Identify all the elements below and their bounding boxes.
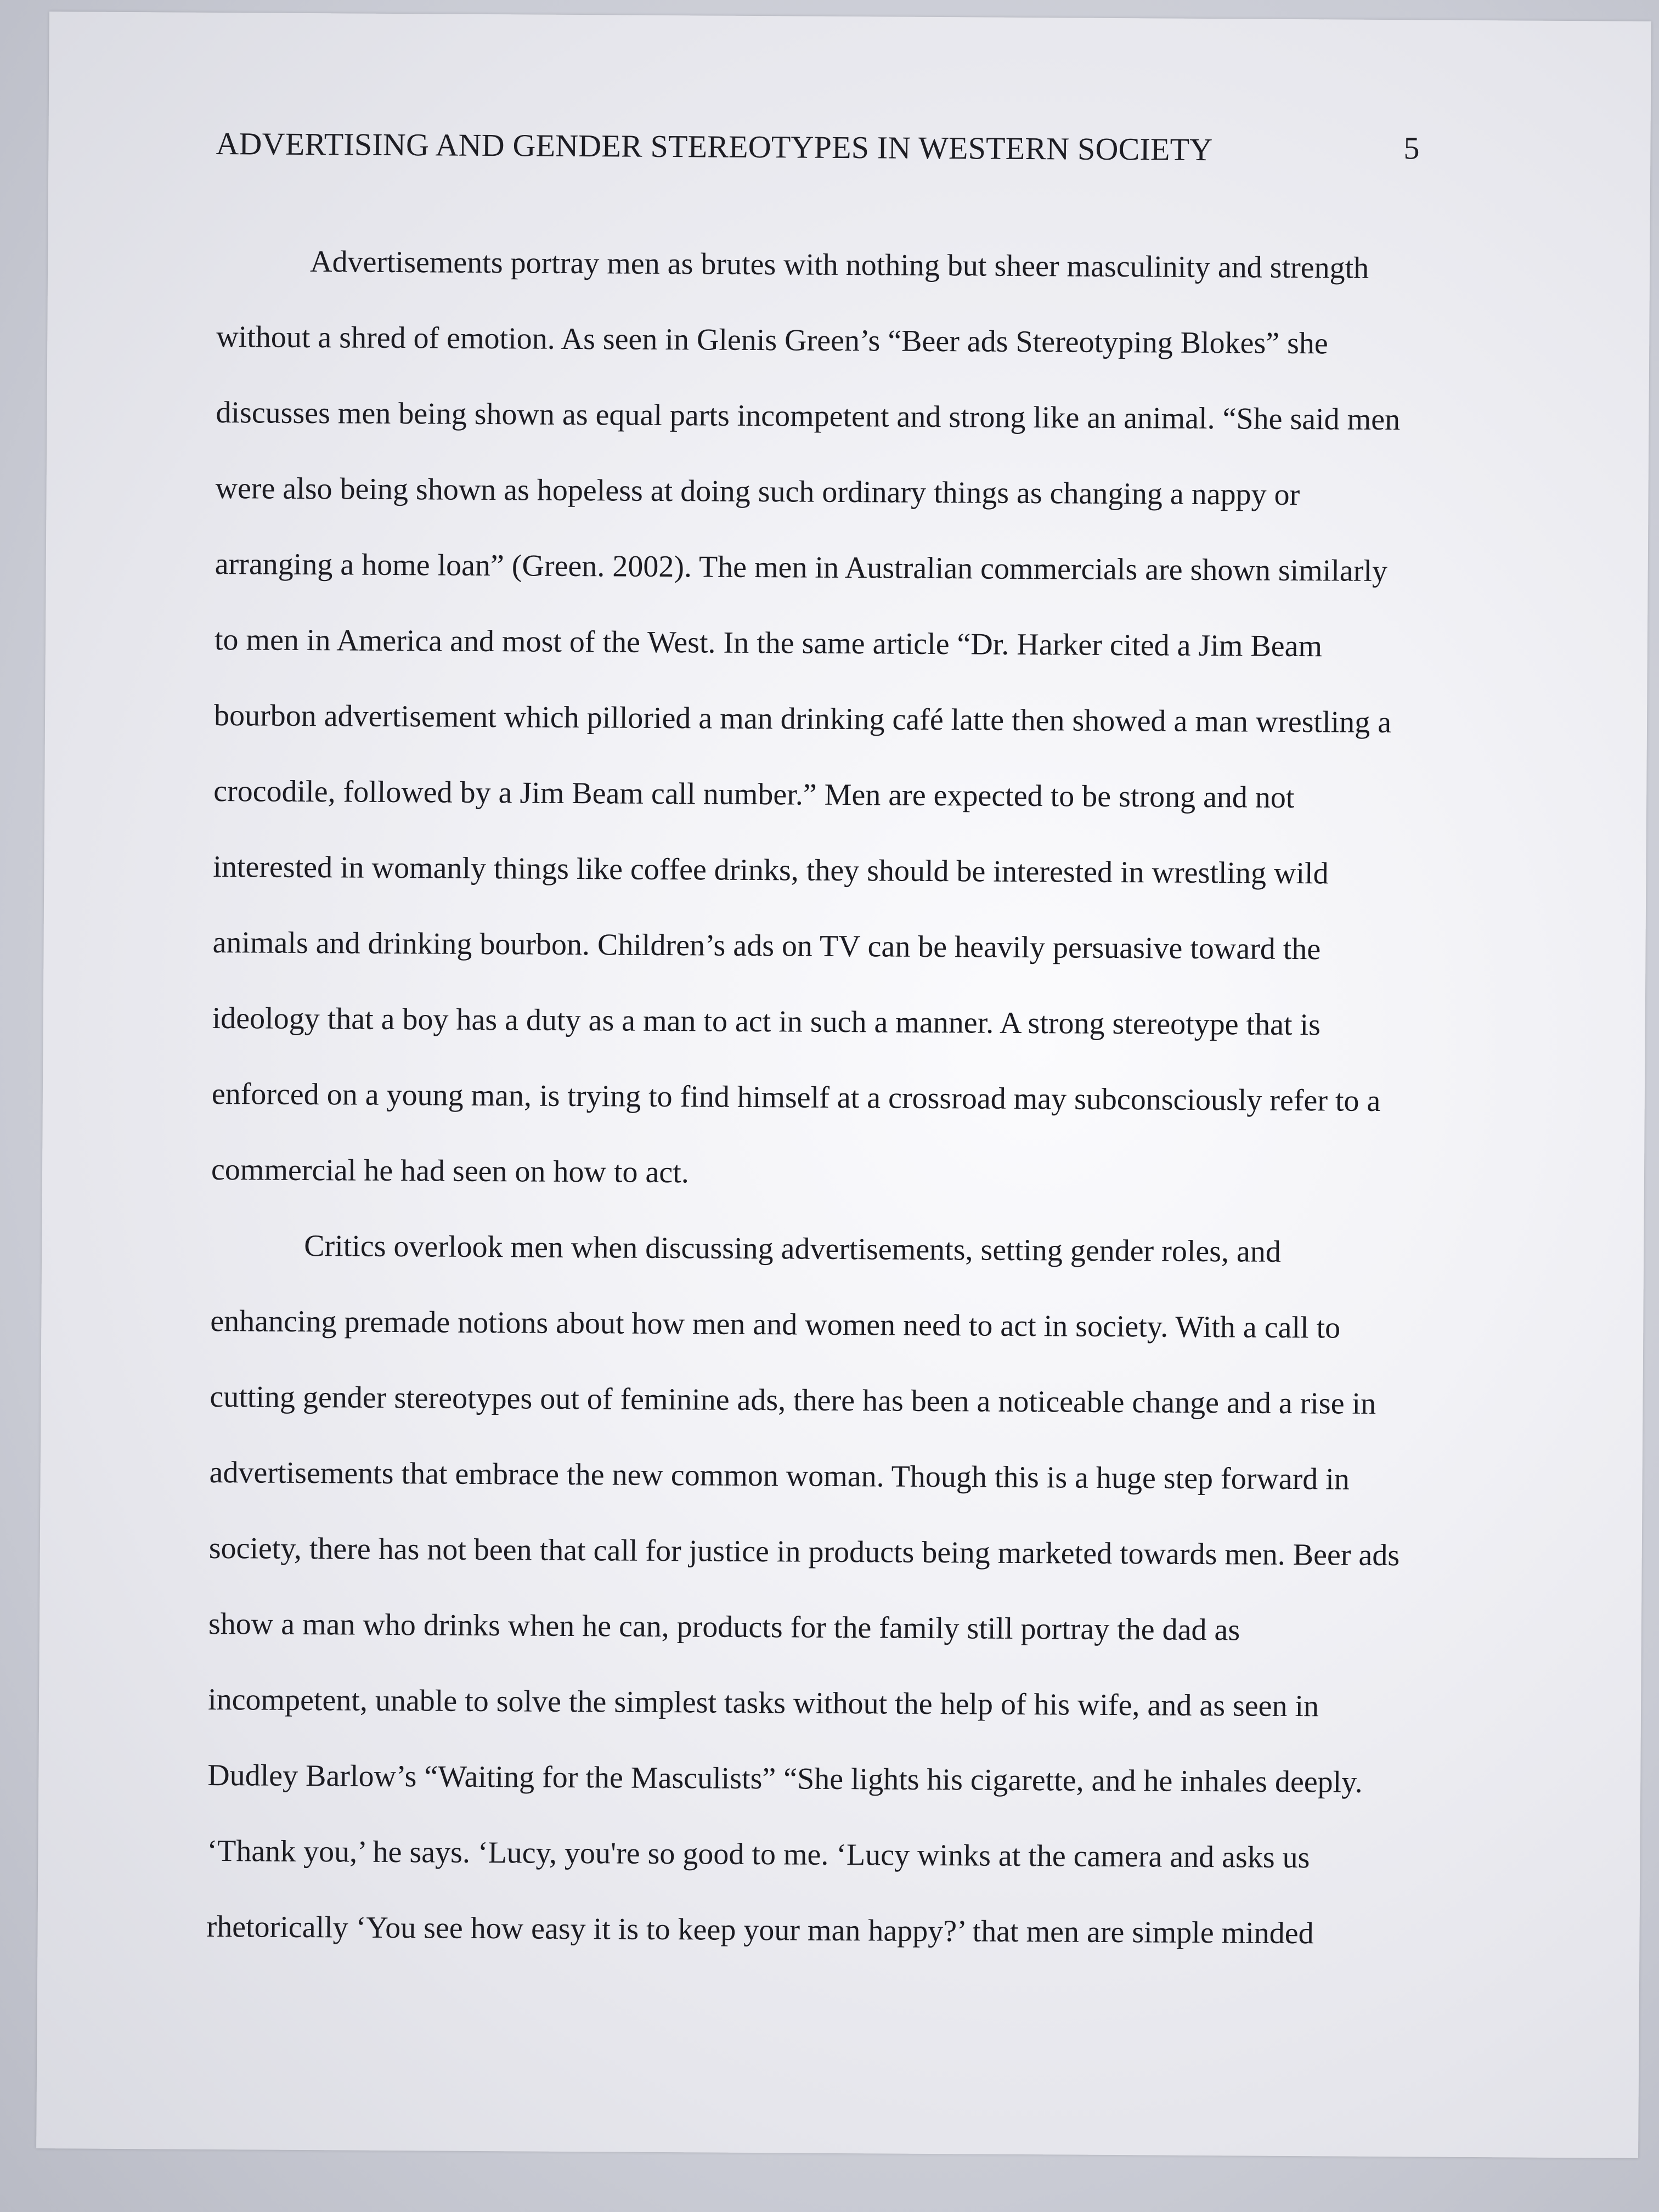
paragraph-2-line-8: Dudley Barlow’s “Waiting for the Masculists” “She lights his cigarette, and he inhales deeply. — [207, 1758, 1363, 1799]
paragraph-1-line-1: Advertisements portray men as brutes with nothing but sheer masculinity and strength — [309, 245, 1369, 285]
paragraph-2-line-7: incompetent, unable to solve the simplest tasks without the help of his wife, and as seen in — [207, 1682, 1319, 1724]
paragraph-1-line-12: enforced on a young man, is trying to find himself at a crossroad may subconsciously refer to a — [211, 1076, 1381, 1118]
paragraph-1-line-3: discusses men being shown as equal parts incompetent and strong like an animal. “She said men — [216, 395, 1401, 437]
paragraph-2-line-5: society, there has not been that call for justice in products being marketed towards men. Beer ads — [208, 1531, 1400, 1573]
paragraph-2-line-9: ‘Thank you,’ he says. ‘Lucy, you're so good to me. ‘Lucy winks at the camera and asks us — [207, 1833, 1310, 1875]
paragraph-1-line-13: commercial he had seen on how to act. — [211, 1152, 690, 1190]
paragraph-2-line-4: advertisements that embrace the new common woman. Though this is a huge step forward in — [209, 1455, 1350, 1497]
paragraph-1-line-2: without a shred of emotion. As seen in Glenis Green’s “Beer ads Stereotyping Blokes” she — [216, 319, 1328, 361]
paragraph-2-line-3: cutting gender stereotypes out of feminine ads, there has been a noticeable change and a rise in — [210, 1379, 1376, 1421]
paragraph-1-line-7: bourbon advertisement which pilloried a man drinking café latte then showed a man wrestling a — [213, 698, 1392, 740]
paragraph-1-line-5: arranging a home loan” (Green. 2002). The men in Australian commercials are shown similarly — [215, 546, 1388, 589]
paragraph-2-line-10: rhetorically ‘You see how easy it is to keep your man happy?’ that men are simple minded — [206, 1909, 1314, 1951]
paragraph-1-line-9: interested in womanly things like coffee drinks, they should be interested in wrestling wild — [213, 849, 1329, 891]
paragraph-2-line-2: enhancing premade notions about how men and women need to act in society. With a call to — [210, 1304, 1341, 1345]
paragraph-2-line-1: Critics overlook men when discussing advertisements, setting gender roles, and — [303, 1228, 1282, 1269]
paragraph-1-line-6: to men in America and most of the West. In the same article “Dr. Harker cited a Jim Beam — [214, 622, 1323, 664]
paragraph-1-line-4: were also being shown as hopeless at doing such ordinary things as changing a nappy or — [215, 471, 1300, 512]
paragraph-1-line-8: crocodile, followed by a Jim Beam call number.” Men are expected to be strong and not — [213, 774, 1295, 815]
paragraph-2-line-6: show a man who drinks when he can, products for the family still portray the dad as — [208, 1606, 1240, 1647]
paragraph-1-line-10: animals and drinking bourbon. Children’s ads on TV can be heavily persuasive toward the — [212, 925, 1321, 967]
page-number: 5 — [1403, 130, 1420, 166]
paragraph-1-line-11: ideology that a boy has a duty as a man to act in such a manner. A strong stereotype that is — [212, 1001, 1321, 1042]
document-page — [36, 12, 1651, 2158]
running-head: ADVERTISING AND GENDER STEREOTYPES IN WESTERN SOCIETY — [216, 125, 1213, 168]
